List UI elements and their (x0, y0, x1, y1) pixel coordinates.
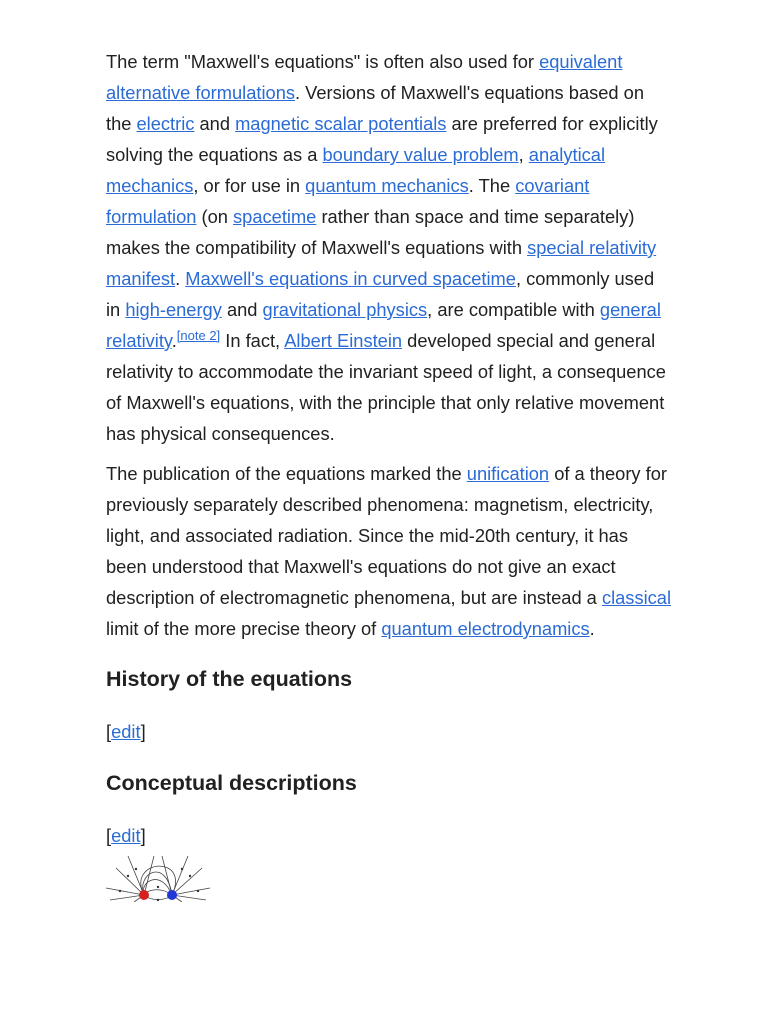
link-general-relativity[interactable]: general relativity (106, 299, 661, 351)
text: developed special and general relativity to accommodate the invariant speed of light, a consequence of Maxwell's equations, with the principle that only relative movement has physical consequences. (106, 330, 666, 444)
text: . Versions of Maxwell's equations based on the (106, 82, 645, 134)
paragraph-formulations (106, 46, 672, 449)
link-manifest[interactable]: manifest (106, 268, 176, 289)
positive-charge-icon (139, 890, 149, 900)
text: , commonly used in (106, 268, 655, 320)
bracket: ] (140, 721, 146, 742)
text: . The (468, 175, 516, 196)
text: . (589, 618, 595, 639)
text: and (221, 299, 263, 320)
edit-link-history[interactable]: edit (111, 721, 141, 742)
paragraph-unification (106, 458, 672, 644)
footnote-ref (177, 328, 220, 343)
link-maxwells-equations-in-curved-spacetime[interactable]: Maxwell's equations in curved spacetime (185, 268, 516, 289)
edit-section-conceptual (106, 820, 672, 851)
text: . (175, 268, 186, 289)
link-boundary-value-problem[interactable]: boundary value problem (322, 144, 519, 165)
link-note-2[interactable]: [note 2] (176, 328, 221, 343)
link-covariant-formulation[interactable]: covariant formulation (106, 175, 590, 227)
edit-link-conceptual[interactable]: edit (111, 825, 141, 846)
text: , or for use in (193, 175, 306, 196)
bracket: [ (106, 721, 112, 742)
link-albert-einstein[interactable]: Albert Einstein (284, 330, 403, 351)
link-electric[interactable]: electric (136, 113, 195, 134)
text: of a theory for previously separately described phenomena: magnetism, electricity, light, and associated radiation. Since the mid-20th century, it has been understood that Maxwell's equations do not give an exact description of electromagnetic phenomena, but are instead a (106, 463, 667, 608)
text: In fact, (220, 330, 285, 351)
negative-charge-icon (167, 890, 177, 900)
heading-history-of-the-equations: History of the equations (106, 667, 353, 691)
text: rather than space and time separately) makes the compatibility of Maxwell's equations with (106, 206, 635, 258)
text: are preferred for explicitly solving the equations as a (106, 113, 658, 165)
link-magnetic-scalar-potentials[interactable]: magnetic scalar potentials (235, 113, 447, 134)
link-quantum-mechanics[interactable]: quantum mechanics (305, 175, 469, 196)
bracket: [ (106, 825, 112, 846)
link-spacetime[interactable]: spacetime (233, 206, 317, 227)
electric-dipole-image (106, 854, 212, 902)
link-high-energy[interactable]: high-energy (125, 299, 222, 320)
article-content (106, 46, 672, 902)
edit-section-history (106, 716, 672, 747)
electric-field-lines-figure[interactable] (106, 854, 212, 902)
link-unification[interactable]: unification (466, 463, 550, 484)
link-classical[interactable]: classical (601, 587, 672, 608)
heading-conceptual-descriptions: Conceptual descriptions (106, 771, 357, 795)
text: The term "Maxwell's equations" is often also used for (106, 51, 540, 72)
text: . (171, 330, 177, 351)
text: limit of the more precise theory of (106, 618, 382, 639)
bracket: ] (140, 825, 146, 846)
link-quantum-electrodynamics[interactable]: quantum electrodynamics (381, 618, 590, 639)
text: and (194, 113, 236, 134)
link-special-relativity[interactable]: special relativity (527, 237, 657, 258)
text: (on (196, 206, 234, 227)
link-equivalent-alternative-formulations[interactable]: equivalent alternative formulations (106, 51, 623, 103)
text: The publication of the equations marked the (106, 463, 467, 484)
link-analytical-mechanics[interactable]: analytical mechanics (106, 144, 606, 196)
text: , are compatible with (427, 299, 600, 320)
link-gravitational-physics[interactable]: gravitational physics (262, 299, 428, 320)
text: , (518, 144, 529, 165)
